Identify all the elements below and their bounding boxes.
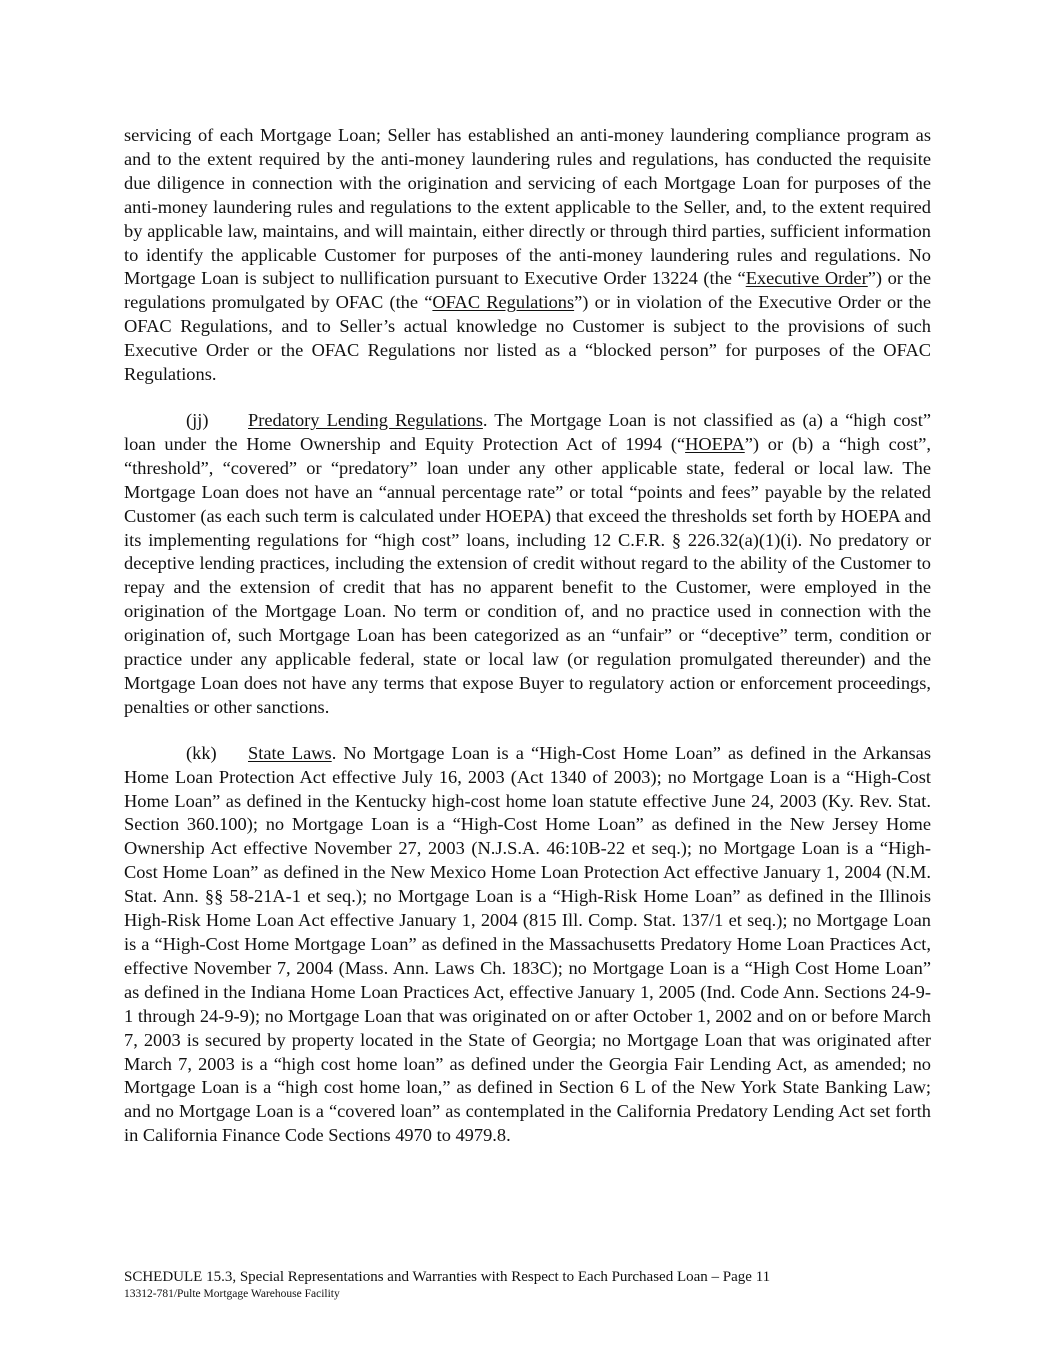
paragraph-aml-ofac bbox=[124, 124, 931, 387]
paragraph-text: . The Mortgage Loan is not classified as (a) a “high cost” loan under the Home Ownership and Equity Protection Act of 1994 (“ bbox=[124, 409, 931, 454]
page-footer bbox=[124, 1268, 931, 1301]
section-heading-predatory-lending: Predatory Lending Regulations bbox=[248, 409, 483, 430]
paragraph-text: ”) or (b) a “high cost”, “threshold”, “covered” or “predatory” loan under any other applicable state, federal or local law. The Mortgage Loan does not have an “annual percentage rate” or total “points and fees” payable by the related Customer (as each such term is calculated under HOEPA) that exceed the thresholds set forth by HOEPA and its implementing regulations for “high cost” loans, including 12 C.F.R. § 226.32(a)(1)(i). No predatory or deceptive lending practices, including the extension of credit without regard to the ability of the Customer to repay and the extension of credit that has no apparent benefit to the Customer, were employed in the origination of the Mortgage Loan. No term or condition of, and no practice used in connection with the origination of, such Mortgage Loan has been categorized as an “unfair” or “deceptive” term, condition or practice under any applicable federal, state or local law (or regulation promulgated thereunder) and the Mortgage Loan does not have any terms that expose Buyer to regulatory action or enforcement proceedings, penalties or other sanctions. bbox=[124, 433, 931, 717]
footer-document-id: 13312-781/Pulte Mortgage Warehouse Facility bbox=[124, 1288, 340, 1300]
defined-term-executive-order: Executive Order bbox=[745, 268, 868, 289]
paragraph-text: servicing of each Mortgage Loan; Seller has established an anti-money laundering compliance program as and to the extent required by the anti-money laundering rules and regulations, has conducted the requisite due diligence in connection with the origination and servicing of each Mortgage Loan for purposes of the anti-money laundering rules and regulations to the extent applicable to the Seller, and, to the extent required by applicable law, maintains, and will maintain, either directly or through third parties, sufficient information to identify the applicable Customer for purposes of the anti-money laundering rules and regulations. No Mortgage Loan is subject to nullification pursuant to Executive Order 13224 (the “ bbox=[124, 125, 931, 289]
paragraph-text: ”) or in violation of the Executive Order or the OFAC Regulations, and to Seller’s actual knowledge no Customer is subject to the provisions of such Executive Order or the OFAC Regulations nor listed as a “blocked person” for purposes of the OFAC Regulations. bbox=[124, 292, 931, 385]
section-number-kk: (kk) bbox=[186, 742, 217, 763]
paragraph-text: . No Mortgage Loan is a “High-Cost Home Loan” as defined in the Arkansas Home Loan Protection Act effective July 16, 2003 (Act 1340 of 2003); no Mortgage Loan is a “High-Cost Home Loan” as defined in the Kentucky high-cost home loan statute effective June 24, 2003 (Ky. Rev. Stat. Section 360.100); no Mortgage Loan is a “High-Cost Home Loan” as defined in the New Jersey Home Ownership Act effective November 27, 2003 (N.J.S.A. 46:10B-22 et seq.); no Mortgage Loan is a “High-Cost Home Loan” as defined in the New Mexico Home Loan Protection Act effective January 1, 2004 (N.M. Stat. Ann. §§ 58-21A-1 et seq.); no Mortgage Loan is a “High-Risk Home Loan” as defined in the Illinois High-Risk Home Loan Act effective January 1, 2004 (815 Ill. Comp. Stat. 137/1 et seq.); no Mortgage Loan is a “High-Cost Home Mortgage Loan” as defined in the Massachusetts Predatory Home Loan Practices Act, effective November 7, 2004 (Mass. Ann. Laws Ch. 183C); no Mortgage Loan is a “High Cost Home Loan” as defined in the Indiana Home Loan Practices Act, effective January 1, 2005 (Ind. Code Ann. Sections 24-9-1 through 24-9-9); no Mortgage Loan that was originated on or after October 1, 2002 and on or before March 7, 2003 is secured by property located in the State of Georgia; no Mortgage Loan that was originated after March 7, 2003 is a “high cost home loan” as defined under the Georgia Fair Lending Act, as amended; no Mortgage Loan is a “high cost home loan,” as defined in Section 6 L of the New York State Banking Law; and no Mortgage Loan is a “covered loan” as contemplated in the California Predatory Lending Act set forth in California Finance Code Sections 4970 to 4979.8. bbox=[124, 742, 931, 1146]
paragraph-jj bbox=[124, 409, 931, 720]
defined-term-hoepa: HOEPA bbox=[685, 433, 745, 454]
document-page bbox=[124, 124, 931, 1148]
defined-term-ofac-regulations: OFAC Regulations bbox=[432, 292, 575, 313]
section-number-jj: (jj) bbox=[186, 409, 209, 430]
paragraph-kk bbox=[124, 742, 931, 1148]
section-heading-state-laws: State Laws bbox=[248, 742, 332, 763]
footer-title: SCHEDULE 15.3, Special Representations and Warranties with Respect to Each Purchased Loan – Page 11 bbox=[124, 1269, 771, 1285]
paragraph-text: ”) or the regulations promulgated by OFAC (the “ bbox=[124, 268, 931, 313]
